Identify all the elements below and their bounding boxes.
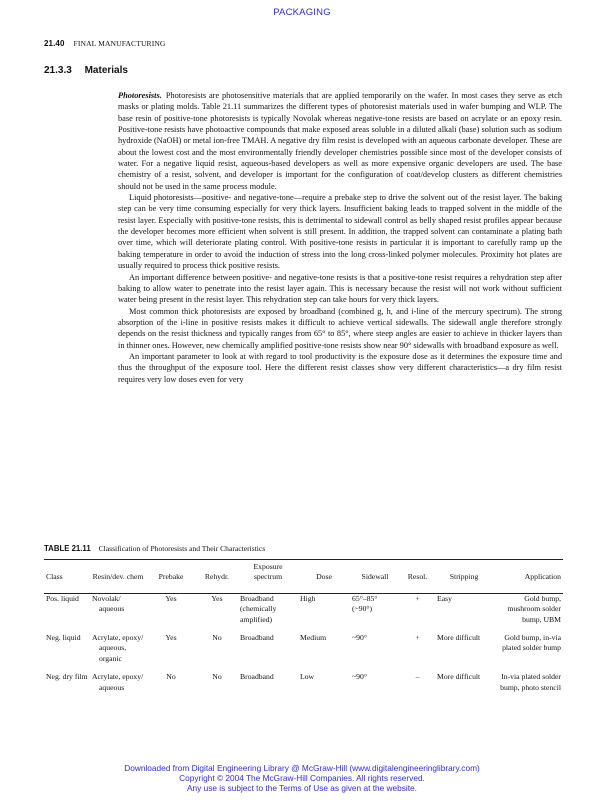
table-title: Classification of Photoresists and Their Characteristics [98,544,266,553]
cell-dose: Medium [300,633,327,643]
section-title: Materials [84,65,128,76]
cell-resol: + [415,633,420,643]
cell-class: Neg. dry film [46,672,88,682]
column-header: Exposure spectrum [253,562,283,582]
column-header: Class [46,572,63,582]
column-header: Stripping [449,572,479,582]
table-row [44,672,563,701]
section-heading [44,65,128,76]
cell-application: In-via plated solder bump, photo stencil [500,672,561,692]
table-row [44,587,563,633]
cell-class: Pos. liquid [46,593,79,603]
paragraph [118,351,562,385]
cell-rehydr: No [212,672,222,682]
paragraph-text: Liquid photoresists—positive- and negative-tone—require a prebake step to drive the solvent out of the resist layer. The baking step can be very time consuming especially for very thick layers. Insufficient baking leads to trapped solvent in the middle of the resist layer. Especially with positive-tone resists, this is detrimental to sidewall control as belly shaped resist profiles appear because the developer becomes more efficient when solvent is still present. In addition, the trapped solvent can contaminate a plating bath over time, which will deteriorate plating control. With positive-tone resists in particular it is important to carefully ramp up the baking temperature in order to avoid the induction of stress into the long cross-linked polymer molecules. Proximity hot plates are usually required to process thick positive resists. [118,193,562,271]
cell-prebake: No [166,672,176,682]
paragraph [118,306,562,351]
page-number: 21.40 [44,39,65,48]
column-header: Dose [316,572,332,582]
cell-stripping: More difficult [437,672,481,682]
column-header: Rehydr. [204,572,230,582]
cell-prebake: Yes [165,593,177,603]
paragraph [118,272,562,306]
cell-application: Gold bump, in-via plated solder bump [502,633,561,653]
footer-copyright-line: Copyright © 2004 The McGraw-Hill Companies. All rights reserved. [179,773,425,784]
cell-resin: Acrylate, epoxy/ aqueous [92,672,144,692]
cell-resin: Acrylate, epoxy/ aqueous, organic [92,633,144,663]
table-header-row [44,562,563,587]
table-caption [44,544,265,553]
chapter-banner: PACKAGING [273,7,331,18]
cell-class: Neg. liquid [46,633,81,643]
cell-application: Gold bump, mushroom solder bump, UBM [507,593,561,624]
paragraph-text: Most common thick photoresists are exposed by broadband (combined g, h, and i-line of the mercury spectrum). The strong absorption of the i-line in positive resists makes it difficult to achieve vertical sidewalls. The sidewall angle therefore strongly depends on the resist thickness and typically ranges from 65° to 85°, where steep angles are easier to achieve in thicker layers than in thinner ones. However, new chemically amplified positive-tone resists show near 90° sidewalls with broadband exposure as well. [118,306,562,350]
table-top-rule [44,559,563,560]
table-label: TABLE 21.11 [44,544,91,553]
table-row [44,633,563,672]
cell-sidewall: ~90° [352,672,367,682]
footer-download-line[interactable]: Downloaded from Digital Engineering Library @ McGraw-Hill (www.digitalengineeringlibrary.com) [124,763,480,773]
body-text [118,90,562,385]
column-header: Prebake [158,572,184,582]
column-header: Resin/dev. chem [92,572,144,582]
column-header: Resol. [407,572,428,582]
cell-stripping: Easy [437,593,452,603]
cell-exposure: Broadband (chemically amplified) [240,593,277,624]
footer-terms-line[interactable]: Any use is subject to the Terms of Use as given at the website. [187,783,417,794]
cell-resin: Novolak/ aqueous [92,593,125,614]
paragraph-text: Photoresists are photosensitive materials that are applied temporarily on the wafer. In most cases they serve as etch masks or plating molds. Table 21.11 summarizes the different types of photoresist materials used in wafer bumping and WLP. The base resin of positive-tone photoresists is typically Novolak whereas negative-tone resists are based on acrylate or an epoxy resin. Positive-tone resists have photoactive compounds that make exposed areas soluble in a diluted alkali (base) solution such as sodium hydroxide (NaOH) or metal ion-free TMAH. A negative dry film resist is developed with an aqueous carbonate developer. These are about the lowest cost and the most environmentally friendly developer chemistries possible since most of the developer consists of water. For a negative liquid resist, aqueous-based developers as well as more expensive organic developers are used. The base chemistry of a resist, solvent, and developer is important for the configuration of coat/develop clusters as different chemistries should not be used in the same process module. [118,91,562,191]
running-head-title: FINAL MANUFACTURING [73,39,166,48]
footer [0,763,604,794]
cell-rehydr: No [212,633,222,643]
running-head [44,39,166,48]
cell-resol: – [415,672,420,682]
cell-sidewall: ~90° [352,633,367,643]
cell-exposure: Broadband [240,633,274,643]
cell-exposure: Broadband [240,672,274,682]
paragraph [118,90,562,192]
cell-dose: High [300,593,316,603]
photoresist-table [44,562,563,701]
cell-stripping: More difficult [437,633,481,643]
cell-rehydr: Yes [211,593,223,603]
cell-resol: + [415,593,420,603]
column-header: Application [524,572,561,582]
paragraph-text: An important parameter to look at with regard to tool productivity is the exposure dose as it determines the exposure time and thus the throughput of the exposure tool. Here the different resist classes show very different characteristics—a dry film resist requires very low doses even for very [118,351,562,384]
cell-sidewall: 65°–85° (~90°) [352,593,378,614]
paragraph-text: An important difference between positive- and negative-tone resists is that a positive-tone resist requires a rehydration step after baking to allow water to penetrate into the resist layer again. This is necessary because the resist will not work without sufficient water being present in the resist layer. This rehydration step can take hours for very thick layers. [118,272,562,305]
cell-prebake: Yes [165,633,177,643]
column-header: Sidewall [361,572,389,582]
paragraph [118,192,562,271]
paragraph-lead: Photoresists. [118,91,162,100]
section-number: 21.3.3 [44,65,72,76]
cell-dose: Low [300,672,315,682]
